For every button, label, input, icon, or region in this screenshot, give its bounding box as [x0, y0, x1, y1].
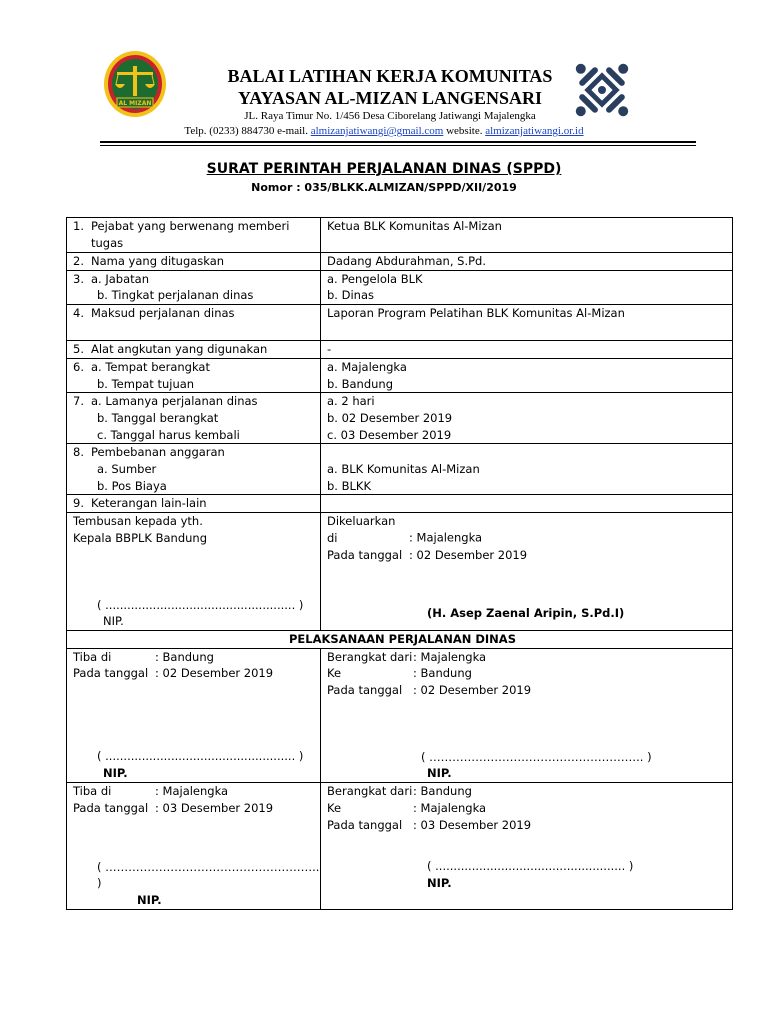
pelaksanaan-row-1	[67, 648, 733, 783]
row2-value: Dadang Abdurahman, S.Pd.	[321, 253, 733, 271]
berangkat-label: Berangkat dari	[327, 649, 413, 664]
tanggal-value: : 02 Desember 2019	[155, 666, 274, 681]
dikeluarkan-value: : Majalengka	[409, 530, 483, 545]
ke-value: : Bandung	[413, 666, 472, 681]
row6-label-b: b. Tempat tujuan	[97, 376, 195, 391]
row2-label: Nama yang ditugaskan	[91, 254, 225, 268]
ke-label: Ke	[327, 800, 342, 815]
letterhead	[0, 0, 768, 150]
row7-label-c: c. Tanggal harus kembali	[97, 427, 240, 442]
row4-value: Laporan Program Pelatihan BLK Komunitas Al-Mizan	[321, 305, 733, 341]
row8-label-a: a. Sumber	[97, 462, 157, 477]
tiba-label: Tiba di	[73, 649, 112, 664]
row3-label-b: b. Tingkat perjalanan dinas	[97, 288, 254, 303]
row8-label-b: b. Pos Biaya	[97, 478, 167, 493]
pada-tanggal-value: : 02 Desember 2019	[409, 547, 528, 562]
row6-label-a: a. Tempat berangkat	[91, 359, 210, 374]
row3-label-a: a. Jabatan	[91, 271, 149, 286]
row1-value: Ketua BLK Komunitas Al-Mizan	[321, 218, 733, 253]
nip-label: NIP.	[137, 892, 162, 907]
org-contact	[100, 125, 668, 137]
row7-label-b: b. Tanggal berangkat	[97, 410, 219, 425]
logo-text: AL MIZAN	[118, 100, 152, 107]
dikeluarkan-label: Dikeluarkan di	[327, 514, 396, 545]
tanggal-label: Pada tanggal	[327, 683, 403, 698]
tanggal-label: Pada tanggal	[327, 817, 403, 832]
berangkat-value: : Bandung	[413, 784, 472, 799]
tanggal-value: : 03 Desember 2019	[155, 800, 274, 815]
row4-label: Maksud perjalanan dinas	[91, 306, 235, 321]
signature-row	[67, 513, 733, 631]
kepala-text: Kepala BBPLK Bandung	[73, 530, 208, 545]
row8-label: Pembebanan anggaran	[91, 445, 225, 460]
berangkat-value: : Majalengka	[413, 649, 487, 664]
pelaksanaan-title: PELAKSANAAN PERJALANAN DINAS	[67, 630, 733, 648]
row3-value-a: a. Pengelola BLK	[327, 271, 423, 286]
row1-label-cont: tugas	[91, 235, 124, 250]
row9-value	[321, 495, 733, 513]
ke-label: Ke	[327, 666, 342, 681]
row9-label: Keterangan lain-lain	[91, 496, 207, 511]
signature-dots: ( ……………………………………………….. )	[421, 749, 652, 764]
nip-label: NIP.	[103, 765, 128, 780]
website-label: website.	[446, 125, 483, 137]
form-row-2: 2. Nama yang ditugaskan Dadang Abdurahman, S.Pd.	[67, 253, 733, 271]
form-row-3: 3. a. Jabatan b. Tingkat perjalanan dinas a. Pengelola BLK b. Dinas	[67, 270, 733, 304]
tiba-label: Tiba di	[73, 784, 112, 799]
website-link[interactable]: almizanjatiwangi.or.id	[485, 125, 584, 137]
tiba-value: : Bandung	[155, 649, 214, 664]
row7-label-a: a. Lamanya perjalanan dinas	[91, 394, 258, 409]
nip-label: NIP.	[427, 766, 452, 781]
form-row-5: 5. Alat angkutan yang digunakan -	[67, 341, 733, 359]
row7-value-b: b. 02 Desember 2019	[327, 410, 453, 425]
al-mizan-logo-icon	[103, 50, 167, 118]
org-name-line1: BALAI LATIHAN KERJA KOMUNITAS	[227, 66, 553, 86]
signature-dots: ( .................................................... )	[97, 749, 304, 764]
signature-dots: ( ……………………………………………….. )	[97, 859, 320, 891]
tembusan-text: Tembusan kepada yth.	[73, 514, 203, 529]
row5-label: Alat angkutan yang digunakan	[91, 342, 268, 357]
form-row-9: 9. Keterangan lain-lain	[67, 495, 733, 513]
row7-value-c: c. 03 Desember 2019	[327, 427, 452, 442]
row3-value-b: b. Dinas	[327, 288, 374, 303]
form-row-4: 4. Maksud perjalanan dinas Laporan Program Pelatihan BLK Komunitas Al-Mizan	[67, 305, 733, 341]
tanggal-label: Pada tanggal	[73, 666, 149, 681]
letterhead-rule-thick	[100, 141, 696, 143]
sppd-form-table	[66, 217, 733, 910]
tanggal-value: : 03 Desember 2019	[413, 817, 532, 832]
form-row-1: 1. Pejabat yang berwenang memberi tugas Ketua BLK Komunitas Al-Mizan	[67, 218, 733, 253]
email-link[interactable]: almizanjatiwangi@gmail.com	[310, 125, 444, 137]
ke-value: : Majalengka	[413, 800, 487, 815]
tanggal-label: Pada tanggal	[73, 800, 149, 815]
row1-label: Pejabat yang berwenang memberi	[91, 219, 290, 233]
row8-value-b: b. BLKK	[327, 478, 371, 493]
row7-value-a: a. 2 hari	[327, 394, 375, 409]
row6-value-a: a. Majalengka	[327, 359, 407, 374]
tanggal-value: : 02 Desember 2019	[413, 683, 532, 698]
form-row-8: 8. Pembebanan anggaran a. Sumber b. Pos Biaya a. BLK Komunitas Al-Mizan b. BLKK	[67, 444, 733, 495]
letterhead-rule-thin	[100, 145, 696, 146]
nip-label: NIP.	[427, 875, 452, 890]
pada-tanggal-label: Pada tanggal	[327, 547, 403, 562]
signer-name: (H. Asep Zaenal Aripin, S.Pd.I)	[427, 606, 625, 621]
berangkat-label: Berangkat dari	[327, 784, 413, 799]
row5-value: -	[321, 341, 733, 359]
nip-label: NIP.	[103, 614, 124, 629]
signature-dots: ( .................................................... )	[97, 597, 304, 612]
row8-value-a: a. BLK Komunitas Al-Mizan	[327, 462, 480, 477]
tiba-value: : Majalengka	[155, 784, 229, 799]
org-address: JL. Raya Timur No. 1/456 Desa Ciborelang Jatiwangi Majalengka	[244, 110, 536, 122]
form-row-7: 7. a. Lamanya perjalanan dinas b. Tanggal berangkat c. Tanggal harus kembali a. 2 hari b. 02 Desember 2019 c. 03 Desember 2019	[67, 393, 733, 444]
pelaksanaan-row-2	[67, 783, 733, 910]
pelaksanaan-header-row	[67, 630, 733, 648]
telp-text: Telp. (0233) 884730 e-mail.	[184, 125, 308, 137]
document-title: SURAT PERINTAH PERJALANAN DINAS (SPPD)	[206, 161, 562, 177]
signature-dots: ( .................................................... )	[427, 859, 634, 874]
form-row-6: 6. a. Tempat berangkat b. Tempat tujuan a. Majalengka b. Bandung	[67, 358, 733, 392]
row6-value-b: b. Bandung	[327, 376, 394, 391]
org-name-line2: YAYASAN AL-MIZAN LANGENSARI	[237, 88, 543, 108]
document-number: Nomor : 035/BLKK.ALMIZAN/SPPD/XII/2019	[251, 181, 517, 194]
